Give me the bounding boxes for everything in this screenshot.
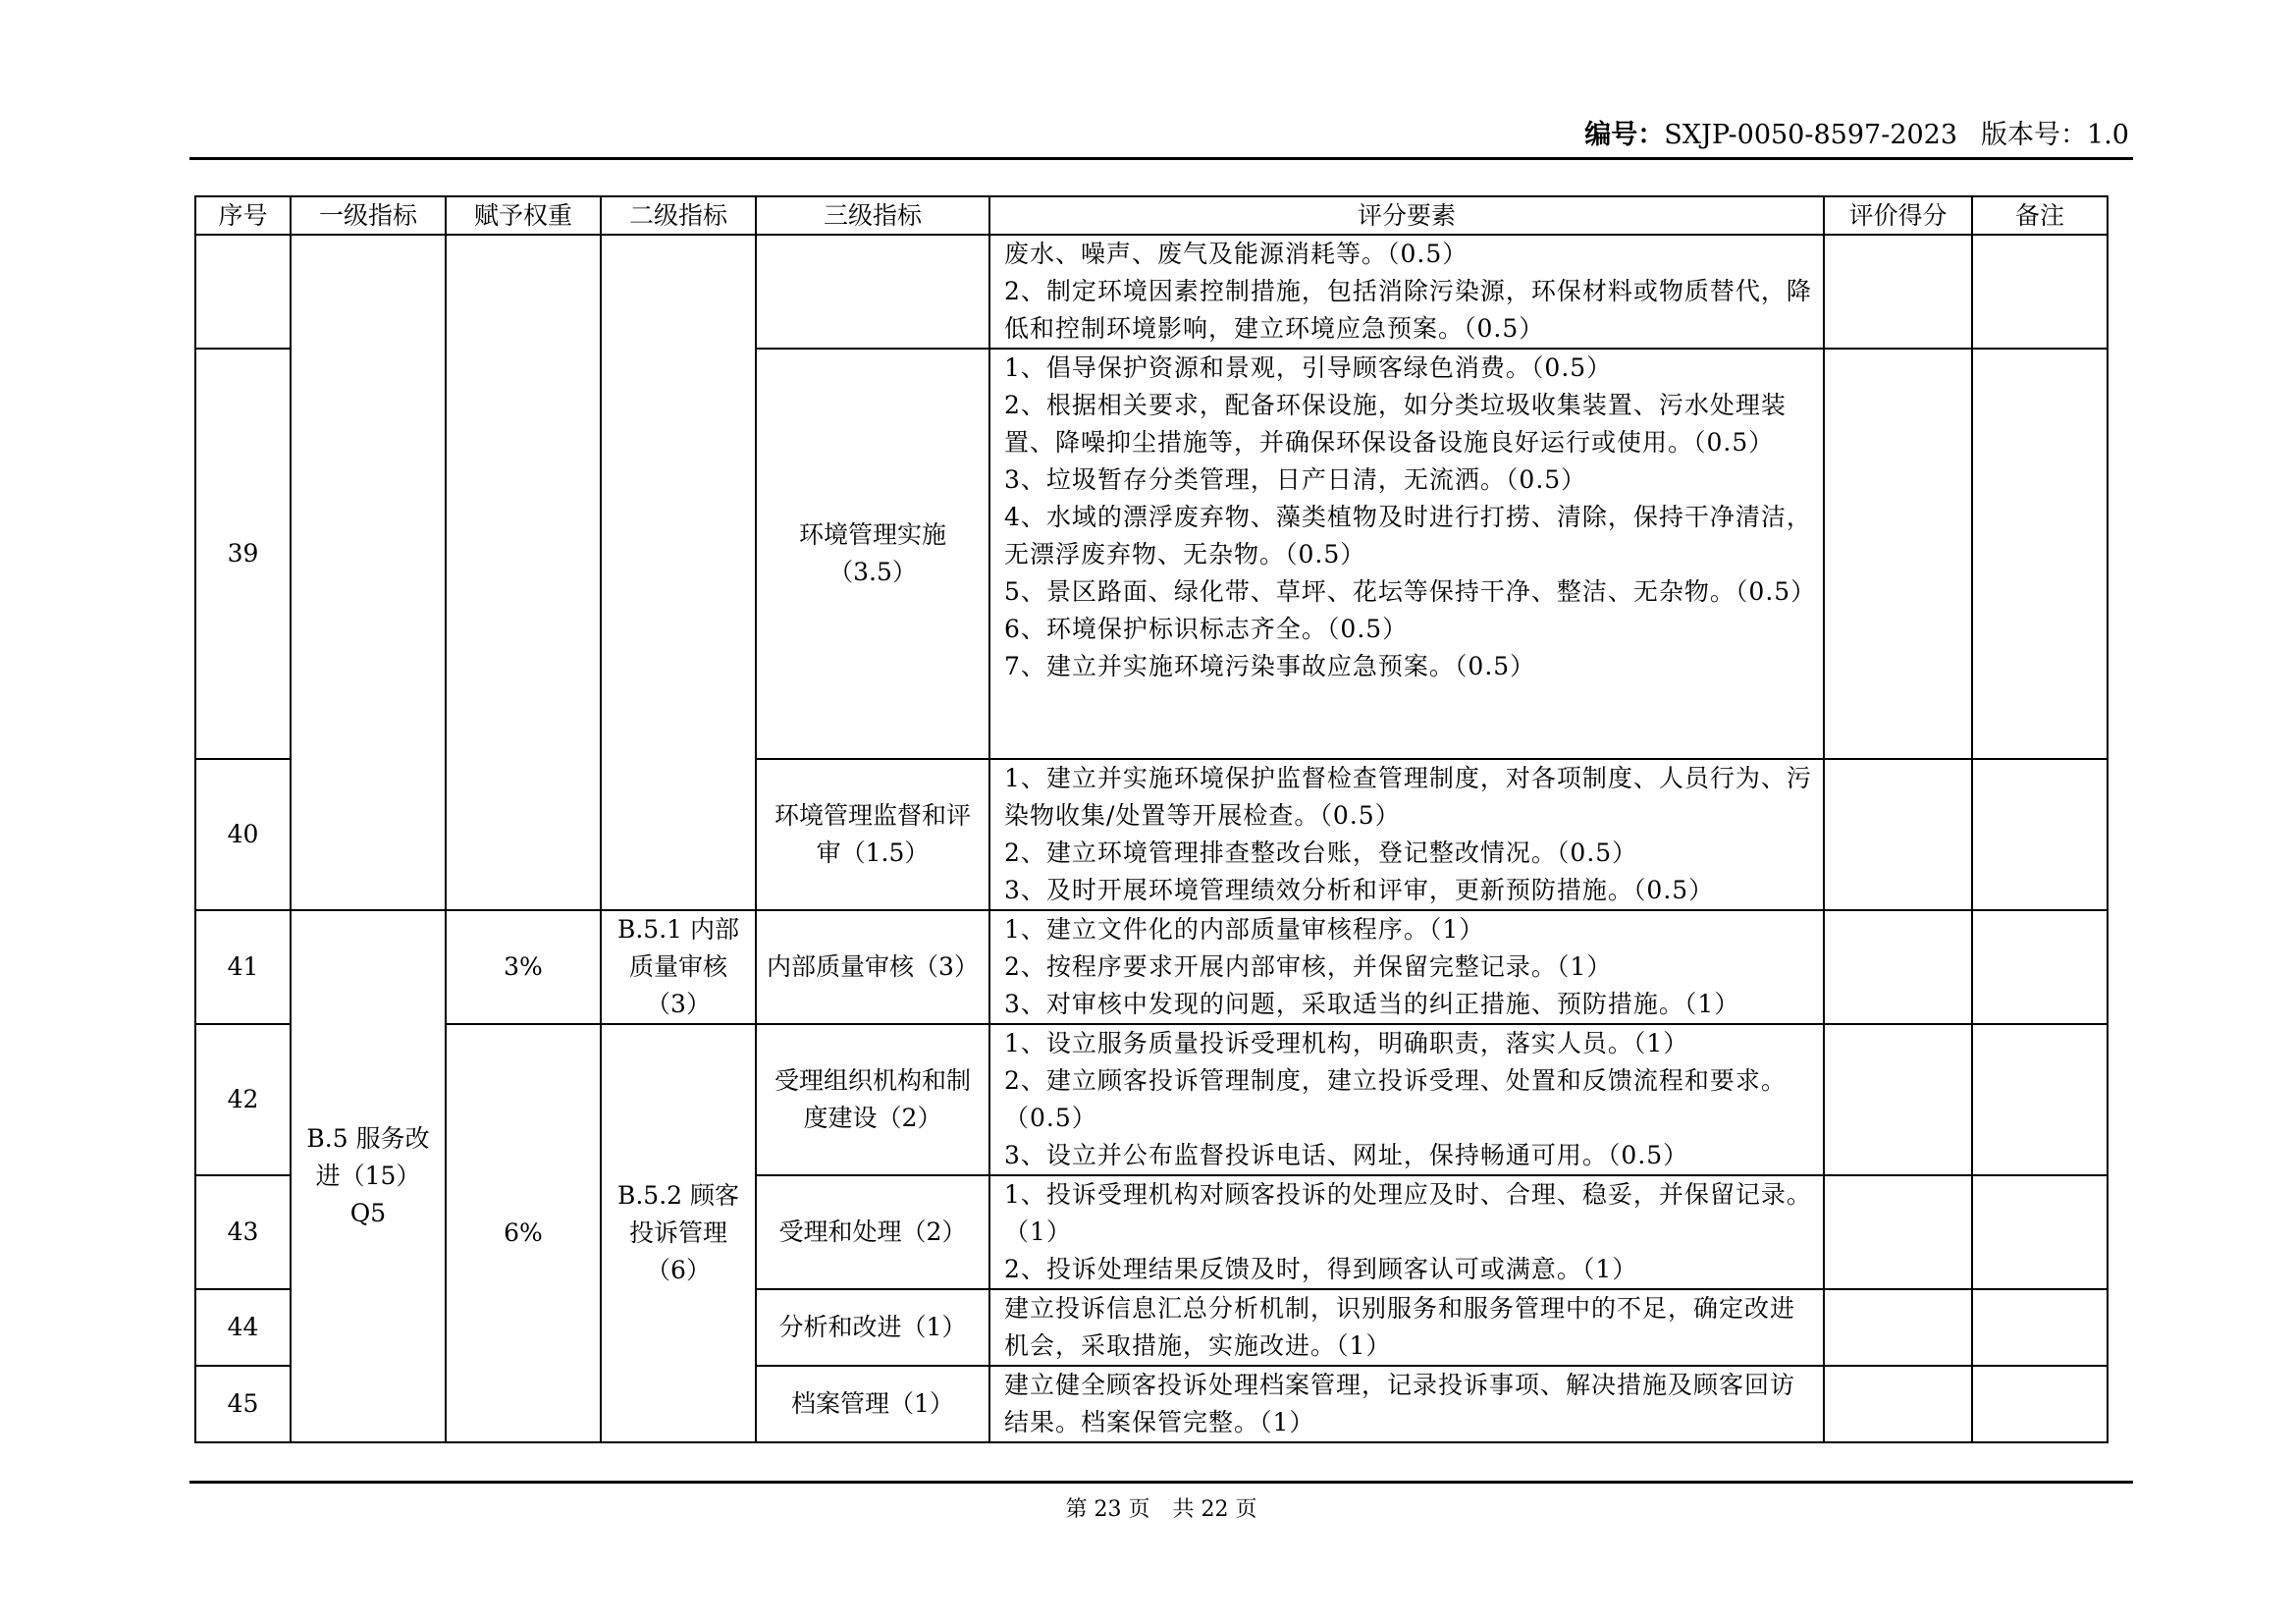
level2-label: B.5.1 内部质量审核（3） xyxy=(616,915,740,1018)
score-cell[interactable] xyxy=(1824,910,1972,1024)
score-cell[interactable] xyxy=(1824,1289,1972,1366)
weight-cell: 6% xyxy=(446,1024,601,1442)
element-line: 3、及时开展环境管理绩效分析和评审，更新预防措施。（0.5） xyxy=(1004,876,1715,904)
element-line: 2、投诉处理结果反馈及时，得到顾客认可或满意。（1） xyxy=(1004,1255,1638,1283)
page-total: 共 22 页 xyxy=(1172,1497,1257,1522)
row-no: 43 xyxy=(195,1175,291,1289)
level3-label: 受理和处理（2） xyxy=(778,1218,967,1246)
row-no: 40 xyxy=(195,759,291,910)
level3-cell xyxy=(756,1024,989,1175)
table-row xyxy=(195,1024,2108,1175)
level3-label: 环境管理监督和评审（1.5） xyxy=(774,801,971,867)
version-value: 1.0 xyxy=(2087,120,2129,150)
element-line: 3、垃圾暂存分类管理，日产日清，无流洒。（0.5） xyxy=(1004,465,1587,494)
level3-cell xyxy=(756,1366,989,1442)
code-value: SXJP-0050-8597-2023 xyxy=(1664,120,1958,150)
scoring-elements xyxy=(989,235,1824,349)
document-id xyxy=(1584,113,2129,151)
level2-label: B.5.2 顾客投诉管理（6） xyxy=(616,1181,740,1284)
level3-label: 分析和改进（1） xyxy=(778,1313,967,1341)
scoring-elements xyxy=(989,1289,1824,1366)
col-header-remark: 备注 xyxy=(1972,196,2108,235)
level3-cell xyxy=(756,1175,989,1289)
evaluation-table xyxy=(194,195,2109,1443)
score-cell[interactable] xyxy=(1824,759,1972,910)
level3-label: 档案管理（1） xyxy=(791,1389,954,1418)
level3-cell xyxy=(756,759,989,910)
row-no: 39 xyxy=(195,349,291,759)
score-cell[interactable] xyxy=(1824,235,1972,349)
row-no: 44 xyxy=(195,1289,291,1366)
remark-cell[interactable] xyxy=(1972,1175,2108,1289)
col-header-level2: 二级指标 xyxy=(601,196,756,235)
page-header xyxy=(189,116,2133,160)
col-header-no: 序号 xyxy=(195,196,291,235)
col-header-level1: 一级指标 xyxy=(291,196,446,235)
level3-label: 环境管理实施（3.5） xyxy=(798,520,946,586)
row-no: 45 xyxy=(195,1366,291,1442)
header-row xyxy=(195,196,2108,235)
remark-cell[interactable] xyxy=(1972,759,2108,910)
col-header-weight: 赋予权重 xyxy=(446,196,601,235)
element-line: 废水、噪声、废气及能源消耗等。（0.5） xyxy=(1004,240,1468,268)
page-footer xyxy=(189,1481,2133,1523)
score-cell[interactable] xyxy=(1824,349,1972,759)
level2-cell xyxy=(601,1024,756,1442)
element-line: 建立健全顾客投诉处理档案管理，记录投诉事项、解决措施及顾客回访结果。档案保管完整。（1） xyxy=(1004,1371,1796,1436)
code-label: 编号： xyxy=(1584,120,1665,150)
level2-cell-empty xyxy=(601,235,756,910)
remark-cell[interactable] xyxy=(1972,910,2108,1024)
level3-label: 内部质量审核（3） xyxy=(767,952,979,981)
level1-cell-empty xyxy=(291,235,446,910)
level3-cell-empty xyxy=(756,235,989,349)
level1-cell xyxy=(291,910,446,1442)
element-line: 1、设立服务质量投诉受理机构，明确职责，落实人员。（1） xyxy=(1004,1029,1689,1057)
remark-cell[interactable] xyxy=(1972,1289,2108,1366)
element-line: 1、建立文件化的内部质量审核程序。（1） xyxy=(1004,915,1485,944)
level3-cell xyxy=(756,349,989,759)
remark-cell[interactable] xyxy=(1972,349,2108,759)
col-header-elements: 评分要素 xyxy=(989,196,1824,235)
scoring-elements xyxy=(989,1175,1824,1289)
scoring-elements xyxy=(989,1366,1824,1442)
element-line: 4、水域的漂浮废弃物、藻类植物及时进行打捞、清除，保持干净清洁，无漂浮废弃物、无杂物。（0.5） xyxy=(1004,503,1812,568)
score-cell[interactable] xyxy=(1824,1024,1972,1175)
score-cell[interactable] xyxy=(1824,1366,1972,1442)
element-line: 2、制定环境因素控制措施，包括消除污染源，环保材料或物质替代，降低和控制环境影响，建立环境应急预案。（0.5） xyxy=(1004,277,1812,343)
element-line: 3、设立并公布监督投诉电话、网址，保持畅通可用。（0.5） xyxy=(1004,1141,1689,1169)
weight-cell: 3% xyxy=(446,910,601,1024)
level3-cell xyxy=(756,1289,989,1366)
weight-cell-empty xyxy=(446,235,601,910)
element-line: 建立投诉信息汇总分析机制，识别服务和服务管理中的不足，确定改进机会，采取措施，实施改进。（1） xyxy=(1004,1294,1796,1360)
scoring-elements xyxy=(989,349,1824,759)
element-line: 2、按程序要求开展内部审核，并保留完整记录。（1） xyxy=(1004,952,1613,981)
table-row xyxy=(195,235,2108,349)
element-line: 2、建立环境管理排查整改台账，登记整改情况。（0.5） xyxy=(1004,839,1638,867)
scoring-elements xyxy=(989,910,1824,1024)
level1-label: B.5 服务改进（15）Q5 xyxy=(306,1124,430,1227)
version-label: 版本号： xyxy=(1981,120,2088,150)
remark-cell[interactable] xyxy=(1972,1024,2108,1175)
level3-cell xyxy=(756,910,989,1024)
col-header-score: 评价得分 xyxy=(1824,196,1972,235)
element-line: 3、对审核中发现的问题，采取适当的纠正措施、预防措施。（1） xyxy=(1004,990,1740,1018)
col-header-level3: 三级指标 xyxy=(756,196,989,235)
element-line: 7、建立并实施环境污染事故应急预案。（0.5） xyxy=(1004,652,1536,680)
element-line: 6、环境保护标识标志齐全。（0.5） xyxy=(1004,615,1409,643)
remark-cell[interactable] xyxy=(1972,1366,2108,1442)
score-cell[interactable] xyxy=(1824,1175,1972,1289)
element-line: 5、景区路面、绿化带、草坪、花坛等保持干净、整洁、无杂物。（0.5） xyxy=(1004,577,1817,606)
element-line: 1、投诉受理机构对顾客投诉的处理应及时、合理、稳妥，并保留记录。（1） xyxy=(1004,1180,1812,1246)
remark-cell[interactable] xyxy=(1972,235,2108,349)
page-number: 第 23 页 xyxy=(1065,1497,1150,1522)
row-no: 41 xyxy=(195,910,291,1024)
row-no xyxy=(195,235,291,349)
element-line: 1、倡导保护资源和景观，引导顾客绿色消费。（0.5） xyxy=(1004,353,1613,382)
element-line: 2、根据相关要求，配备环保设施，如分类垃圾收集装置、污水处理装置、降噪抑尘措施等，并确保环保设备设施良好运行或使用。（0.5） xyxy=(1004,391,1787,457)
element-line: 2、建立顾客投诉管理制度，建立投诉受理、处置和反馈流程和要求。（0.5） xyxy=(1004,1066,1787,1132)
level3-label: 受理组织机构和制度建设（2） xyxy=(774,1066,971,1132)
element-line: 1、建立并实施环境保护监督检查管理制度，对各项制度、人员行为、污染物收集/处置等开展检查。（0.5） xyxy=(1004,764,1812,830)
scoring-elements xyxy=(989,759,1824,910)
table-row xyxy=(195,910,2108,1024)
level2-cell xyxy=(601,910,756,1024)
scoring-elements xyxy=(989,1024,1824,1175)
row-no: 42 xyxy=(195,1024,291,1175)
